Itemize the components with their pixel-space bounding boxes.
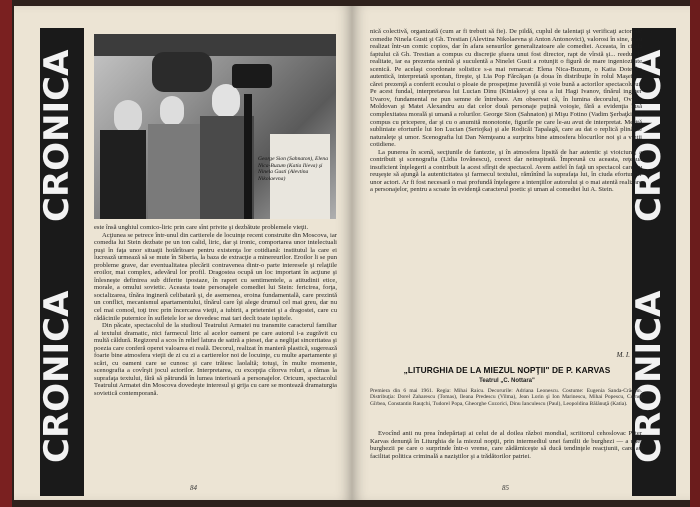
left-top-text: este însă unghiul comico-liric prin care sînt privite şi dezbătute problemele vieţii. bbox=[94, 224, 309, 231]
stage-photo bbox=[94, 34, 336, 219]
band-word-lower-right: CRONICA bbox=[629, 290, 669, 464]
book-cover-edge-left bbox=[0, 0, 12, 507]
left-paragraph-1: Acţiunea se petrece într-unul din cartierele de locuinţe recent construite din Moscova, iar comedia lui Stein dezbate pe un ton calid, liric, dar şi ironic, comportarea unor intelectuali puşi în faţa unor situaţii hotărîtoare pentru existenţa lor cotidiană: institutul la care ei lucrează urmează să se mute în Siberia, la baza de extracţie a minereurilor. Eroilor li se pun probleme grave, dar eventualitatea plecării contravenea dintr-o parte interesele şi relaţiile eroilor, mai complex, adevărul lor profil. Dragostea ocupă un loc important în acţiune şi înlesneşte definirea sub diferite ipostaze, în raport cu sentimentele, a atitudinii etice, morale, a omului sovietic. Aceasta toate personajele comediei lui Stein: fericirea, forţa, socializarea, tînăra ingineră celibatară şi, de asemenea, eroina fundamentală, care prezintă un conflict, mecanismul apartamentului, tînărul care îşi alege drumul cel mai greu, dar nu cel mai comod, toţi trec prin încercarea vieţii, a iubirii, a prieteniei şi a dragostei, care cu rădăcinile puternice în sufletele lor se dovedesc mai tari decît toate ispitele. bbox=[94, 231, 337, 322]
right-top-paragraph: nică colectivă, organizată (cum ar fi trebuit să fie). De pildă, cuplul de talentaţi şi verificaţi actori de comedie Ninela Gusti şi Gh. Trestian (Alevtina Nikolaevna şi Anton Antonovici), valorosi în sine, s-au realizat într-un comic copios, dar în afara sensurilor generalizatoare ale comediei. Aceasta, în ciuda faptului că Gh. Trestian a compus cu discreţie şfuera unui fost director, rapt de vîrstă şi... reedus la realitate, iar ea prezenta senină şi suculentă a Ninelei Gusti a rotunjit o figură de mare ingeniozitate scenică. Pe acelaşi coordonate solistice s-a mai remarcat: Elena Nica-Buzum, o Katia Dotenko autentică, interpretată spontan, fireşte, şi Lia Pop Fărcăşan (a doua în distribuţie în rolul Maşei), a cărei prezenţă a conferit ecoului o ploaie de prospeţime juvenilă şi voie bună a actorilor spectacolului. Pe acest fundal, interpretarea lui Lucian Dinu (Kiniakov) şi cea a lui Hagi Ivanov, tînărul inginer Uvarov, fundamental ne pun semne de întrebare. Am observat că, în lumina decorului, Ovidiu Moldovan şi Matei Alexandru au dat celor două personaje puţină voioşie, fără a evidenţia însă complexitatea morală şi umană a rolurilor. George Sion (Sahnaton) şi Mişu Fotino (Vadim Şerbaţki) au compus cu pricepere, dar şi cu o anumită monotonie, figurile pe care le-au avut de interpretat. Merită subliniate eforturile lui Ion Lucian (Seriojka) şi ale Rodicăi Tapalagă, care au dat o replică plină de naturaleţe şi umor. Scenografia lui Dan Nemţeanu a surprins bine atmosfera blocurilor noi şi a vieţii cotidiene. bbox=[370, 28, 642, 149]
author-signature: M. I. bbox=[616, 351, 630, 359]
review-theatre: Teatrul „C. Nottara" bbox=[479, 378, 535, 384]
page-number-left: 84 bbox=[190, 484, 197, 492]
right-page bbox=[352, 6, 690, 500]
right-paragraph-2: La punerea în scenă, secţiunile de fantezie, şi în atmosfera lipsită de har autentic şi vioiciune, a contribuit şi scenografia (Lidia Iovănescu), corect dar neinspirată. Împreună cu aceasta, reţeaua insuficient înţelegerii a contribuit la acest sfîrşit de spectacol. Avem astfel în faţă un spectacol care nu reuşeşte să ajungă la autenticitatea şi farmecul textului, rămînînd la suprafaţa lui, în ciuda eforturilor unor actori. Ar fi fost necesară o mai profundă înţelegere a intenţiilor autorului şi o mai atentă realizare a personajelor, pentru a scoate în evidenţă caracterul poetic şi uman al comediei lui A. Stein. bbox=[370, 148, 642, 194]
right-text-column bbox=[370, 28, 642, 194]
left-paragraph-2: Din păcate, spectacolul de la studioul Teatrului Armatei nu transmite caracterul familiar al textului dramatic, nici farmecul liric al acelor oameni pe care autorul i-a zugrăvit cu multă căldură. Regizorul a scos în relief latura de satiră a piesei, dar a neglijat sinceritatea şi poezia care conferă operei valoarea ei reală. Decorul, realizat în manieră plastică, sugerează foarte bine atmosfera vieţii de zi cu zi a cartierelor noi de locuinţe, cu multe apartamente şi scări, cu oameni care se cunosc şi care trăiesc laolaltă; totuşi, în multe momente, scenografia a covîrşit jocul actorilor. Interpretarea, cu excepţia cîtorva roluri, a rămas la suprafaţa textului, fără să pătrundă în lumea interioară a personajelor. Oricum, spectacolul Teatrului Armatei din Moscova dovedeşte interesul şi grija cu care se montează dramaturgia sovietică contemporană. bbox=[94, 322, 337, 398]
left-page bbox=[14, 6, 352, 500]
book-cover-edge-right bbox=[690, 0, 700, 507]
review-intro-paragraph: Evocînd anii nu prea îndepărtaţi ai celui de al doilea război mondial, scriitorul cehoslovac Peter Karvas denunţă în Liturghia de la miezul nopţii, prin intermediul unei familii de burghezi — a unei burghezii pe care o surprinde într-o vreme, care zădărniceşte să ducă tendinţele reacţiunii, care au facilitat politica criminală a naziştilor şi a trădătorilor patriei. bbox=[370, 430, 642, 460]
page-number-right: 85 bbox=[502, 484, 509, 492]
band-word-lower: CRONICA bbox=[37, 290, 77, 464]
band-word-upper: CRONICA bbox=[37, 49, 77, 223]
review-title: „LITURGHIA DE LA MIEZUL NOPŢII" DE P. KARVAS bbox=[403, 365, 611, 375]
left-text-column bbox=[94, 224, 337, 398]
band-word-upper-right: CRONICA bbox=[629, 49, 669, 223]
review-credits: Premiera din 6 mai 1961. Regia: Mihai Raicu. Decorurile: Adriana Leonescu. Costume: Eugenia Sanda-Crăciun. Distribuţia: Dorel Zaharescu (Tomas), Ileana Predescu (Vilma), Jean Lorin şi Ion Marinescu, Mihai Popescu, Cornel Gîrbea, Constantin Rauţchi, Tudorel Popa, Gheorghe Cozorici, Dinu Ianculescu (Paul), Leopoldina Bălănuţă (Katia). bbox=[370, 388, 642, 407]
review-intro-column bbox=[370, 430, 642, 488]
photo-caption: George Sion (Sahnaton), Elena Nica-Buzum (Katia Ilieva) şi Ninela Gusti (Alevtina Nikolaevna) bbox=[258, 156, 329, 182]
cronica-band-left bbox=[37, 28, 84, 496]
